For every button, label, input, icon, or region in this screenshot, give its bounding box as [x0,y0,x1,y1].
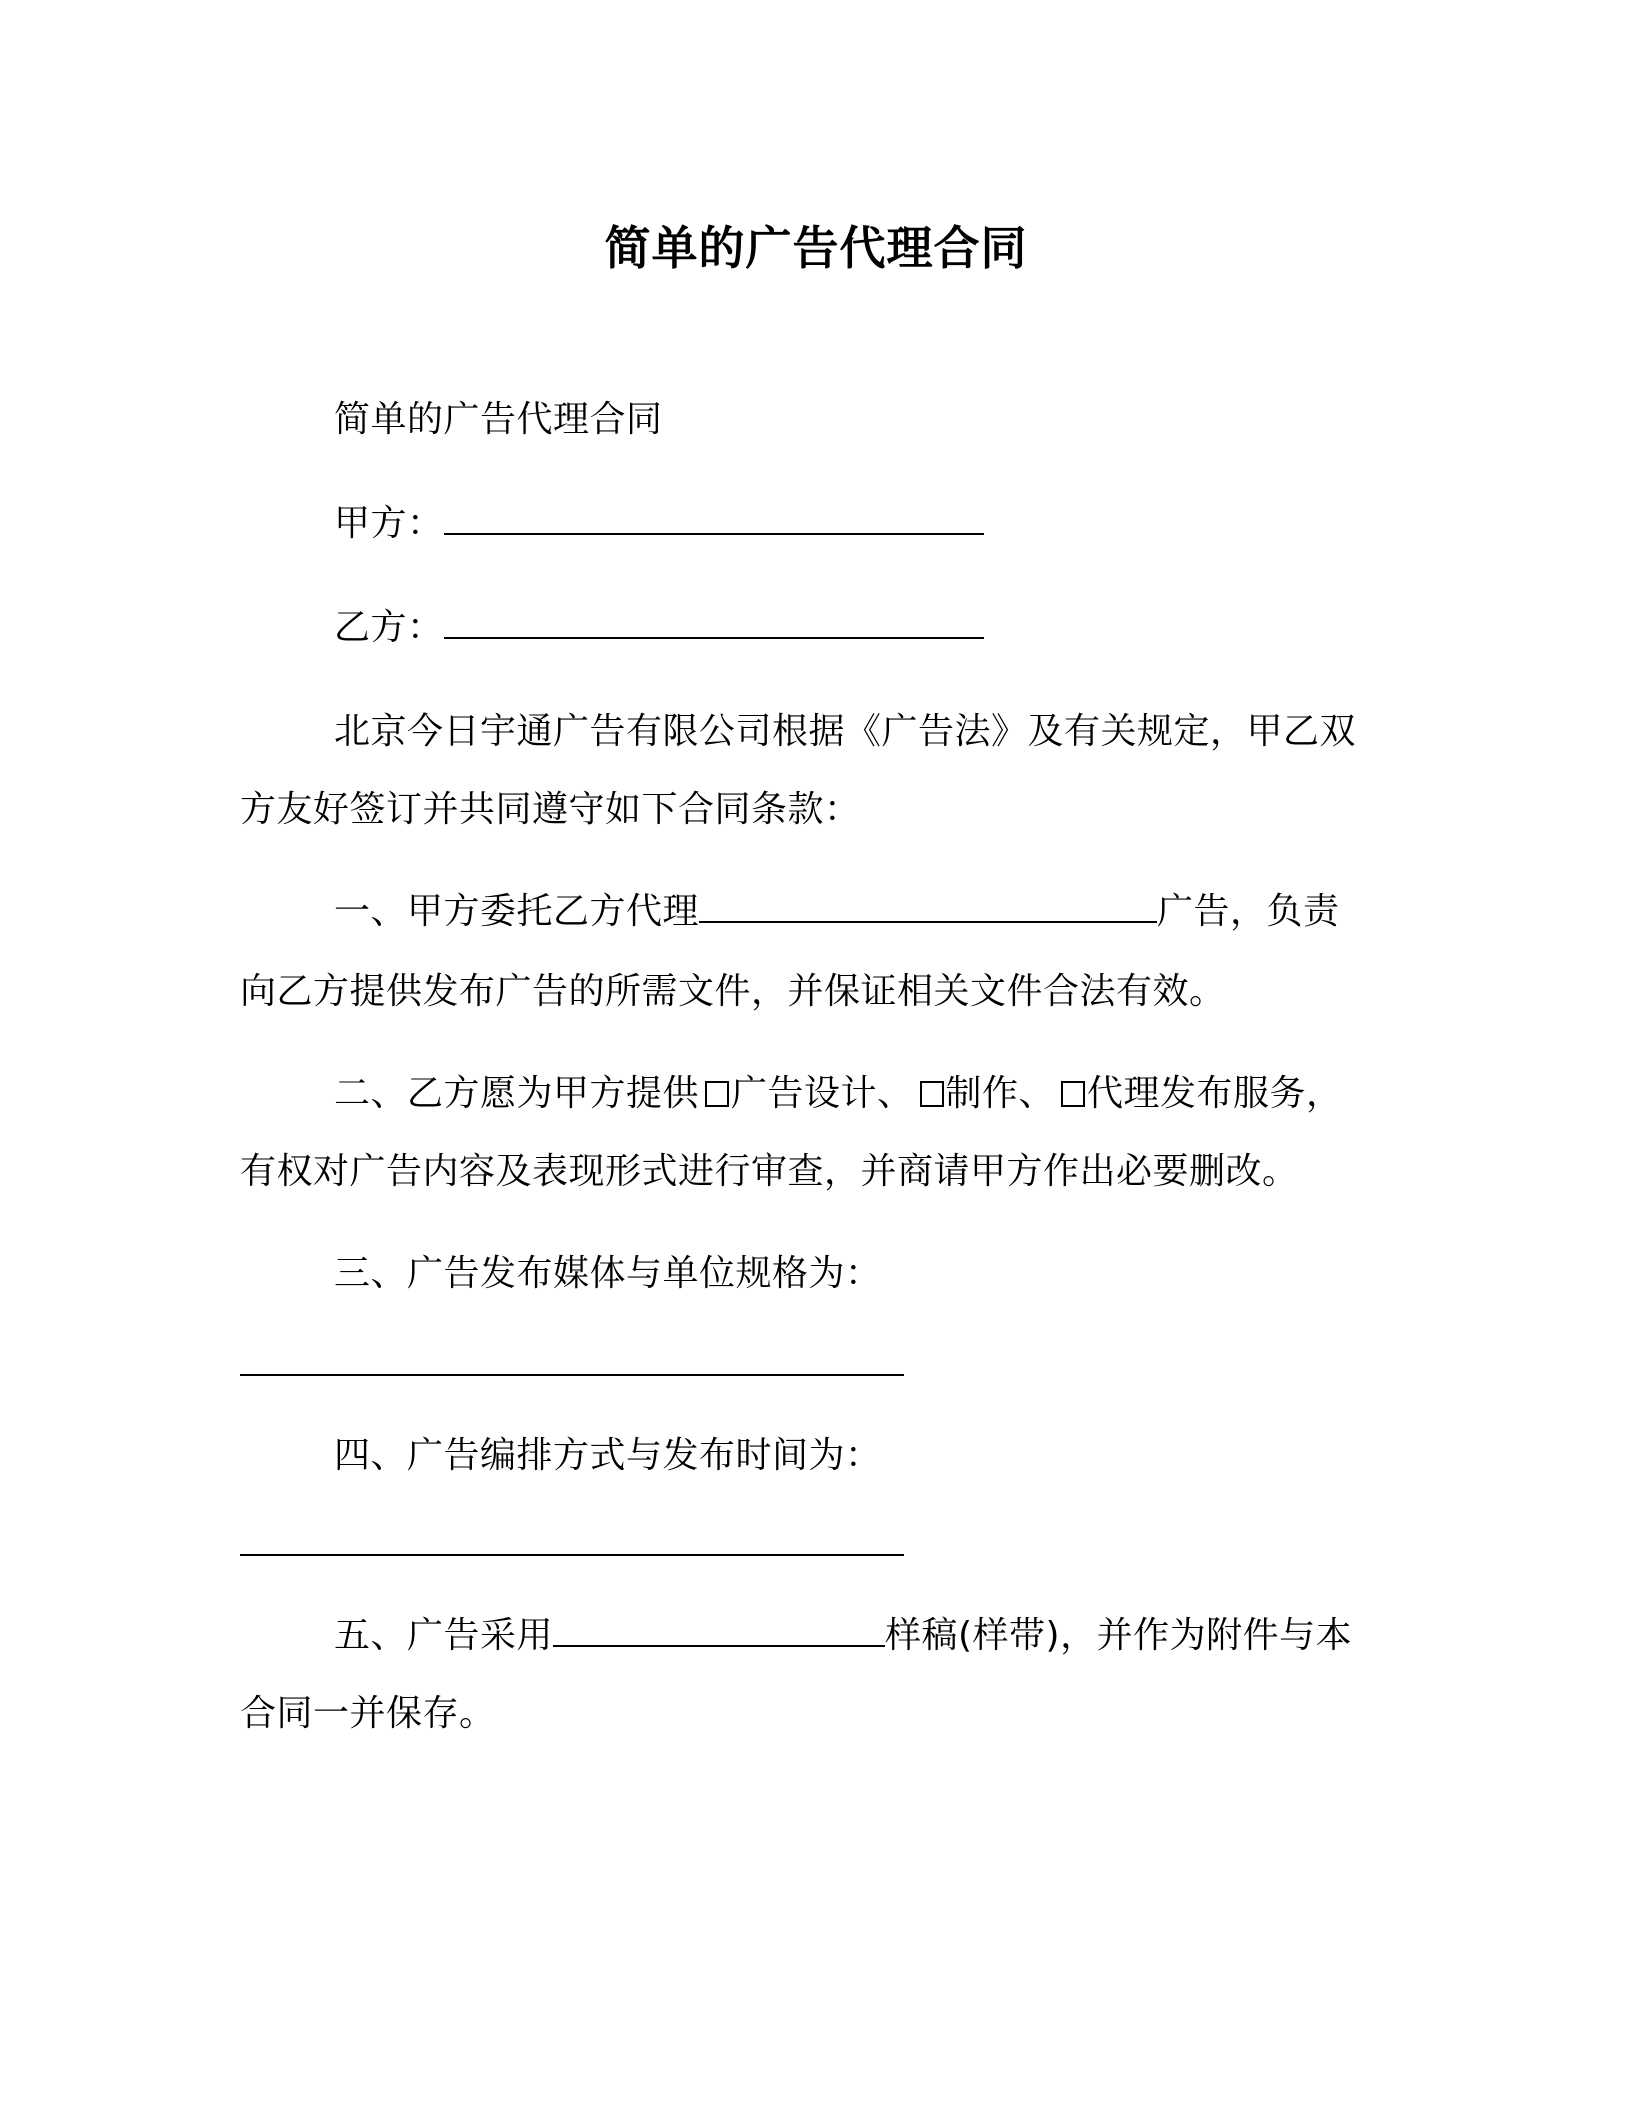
clause-1-suffix: 广告，负责 [1157,891,1340,932]
party-b-line [334,604,984,652]
clause-2-prefix: 二、乙方愿为甲方提供 [334,1073,700,1114]
clause-1-line-1 [334,888,1340,936]
clause-4-blank [240,1554,904,1556]
clause-5-suffix: 样稿(样带)，并作为附件与本 [885,1615,1353,1656]
party-b-label: 乙方： [334,607,444,648]
party-a-blank [444,503,984,535]
checkbox-production[interactable] [920,1081,944,1107]
party-a-line [334,500,984,548]
intro-line-1: 北京今日宇通广告有限公司根据《广告法》及有关规定，甲乙双 [334,711,1357,752]
clause-4: 四、广告编排方式与发布时间为： [334,1435,882,1476]
clause-5-blank [553,1615,885,1647]
document-subtitle: 简单的广告代理合同 [334,399,663,440]
clause-5-prefix: 五、广告采用 [334,1615,554,1656]
clause-1-line-2: 向乙方提供发布广告的所需文件，并保证相关文件合法有效。 [240,971,1226,1012]
checkbox-design[interactable] [705,1081,729,1107]
clause-2-option-production: 制作、 [945,1073,1056,1114]
intro-line-2: 方友好签订并共同遵守如下合同条款： [240,789,861,830]
party-b-blank [444,607,984,639]
clause-3: 三、广告发布媒体与单位规格为： [334,1253,882,1294]
clause-1-blank [699,891,1157,923]
clause-2-option-publishing: 代理发布服务， [1087,1073,1343,1114]
clause-3-blank [240,1374,904,1376]
document-title: 简单的广告代理合同 [604,221,1028,275]
checkbox-publishing[interactable] [1061,1081,1085,1107]
clause-2-option-design: 广告设计、 [731,1073,914,1114]
clause-5-line-1 [334,1612,1352,1660]
clause-5-line-2: 合同一并保存。 [240,1693,496,1734]
party-a-label: 甲方： [334,503,444,544]
clause-2-line-1 [334,1070,1343,1118]
clause-1-prefix: 一、甲方委托乙方代理 [334,891,700,932]
clause-2-line-2: 有权对广告内容及表现形式进行审查，并商请甲方作出必要删改。 [240,1151,1299,1192]
